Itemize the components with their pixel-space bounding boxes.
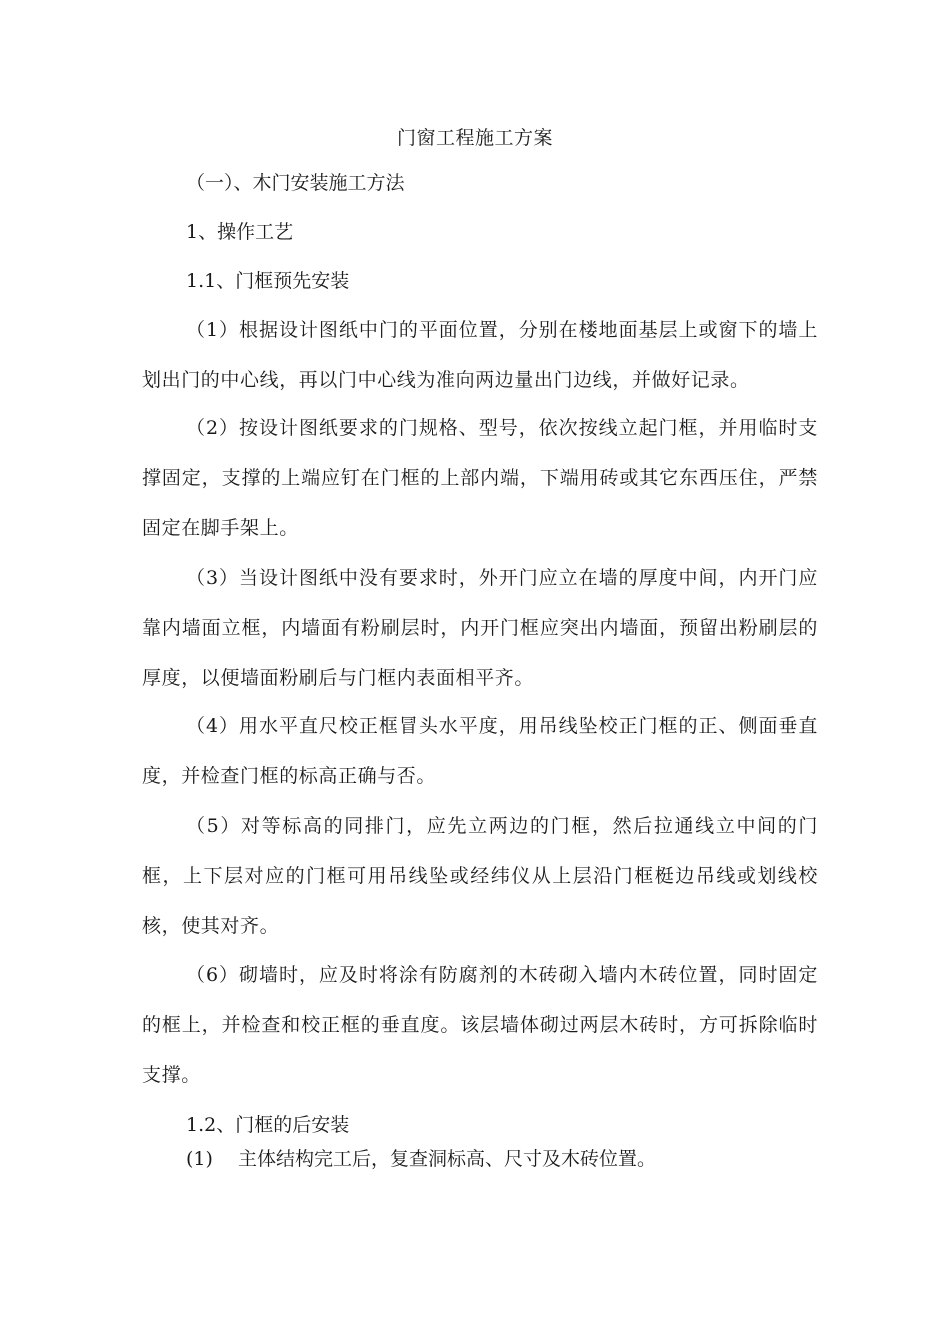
- section-heading: （一）、木门安装施工方法: [186, 172, 405, 194]
- list-item-text: 主体结构完工后，复查洞标高、尺寸及木砖位置。: [238, 1148, 657, 1170]
- paragraph-4: （4）用水平直尺校正框冒头水平度，用吊线坠校正门框的正、侧面垂直度，并检查门框的标高正确与否。: [142, 715, 818, 787]
- paragraph-5: （5）对等标高的同排门，应先立两边的门框，然后拉通线立中间的门框，上下层对应的门框可用吊线坠或经纬仪从上层沿门框梃边吊线或划线校核，使其对齐。: [142, 815, 818, 937]
- subheading-operation-process: 1、操作工艺: [186, 221, 294, 243]
- paragraph-2: （2）按设计图纸要求的门规格、型号，依次按线立起门框，并用临时支撑固定，支撑的上端应钉在门框的上部内端，下端用砖或其它东西压住，严禁固定在脚手架上。: [142, 417, 818, 539]
- subheading-frame-pre-install: 1.1、门框预先安装: [186, 270, 350, 292]
- list-item-number: (1): [186, 1148, 213, 1170]
- paragraph-6: （6）砌墙时，应及时将涂有防腐剂的木砖砌入墙内木砖位置，同时固定的框上，并检查和校正框的垂直度。该层墙体砌过两层木砖时，方可拆除临时支撑。: [142, 964, 818, 1086]
- paragraph-1: （1）根据设计图纸中门的平面位置，分别在楼地面基层上或窗下的墙上划出门的中心线，再以门中心线为准向两边量出门边线，并做好记录。: [142, 319, 818, 391]
- list-item: [186, 1146, 656, 1172]
- subheading-frame-post-install: 1.2、门框的后安装: [186, 1114, 350, 1136]
- document-title: 门窗工程施工方案: [396, 127, 553, 149]
- paragraph-3: （3）当设计图纸中没有要求时，外开门应立在墙的厚度中间，内开门应靠内墙面立框，内墙面有粉刷层时，内开门框应突出内墙面，预留出粉刷层的厚度，以便墙面粉刷后与门框内表面相平齐。: [142, 567, 818, 689]
